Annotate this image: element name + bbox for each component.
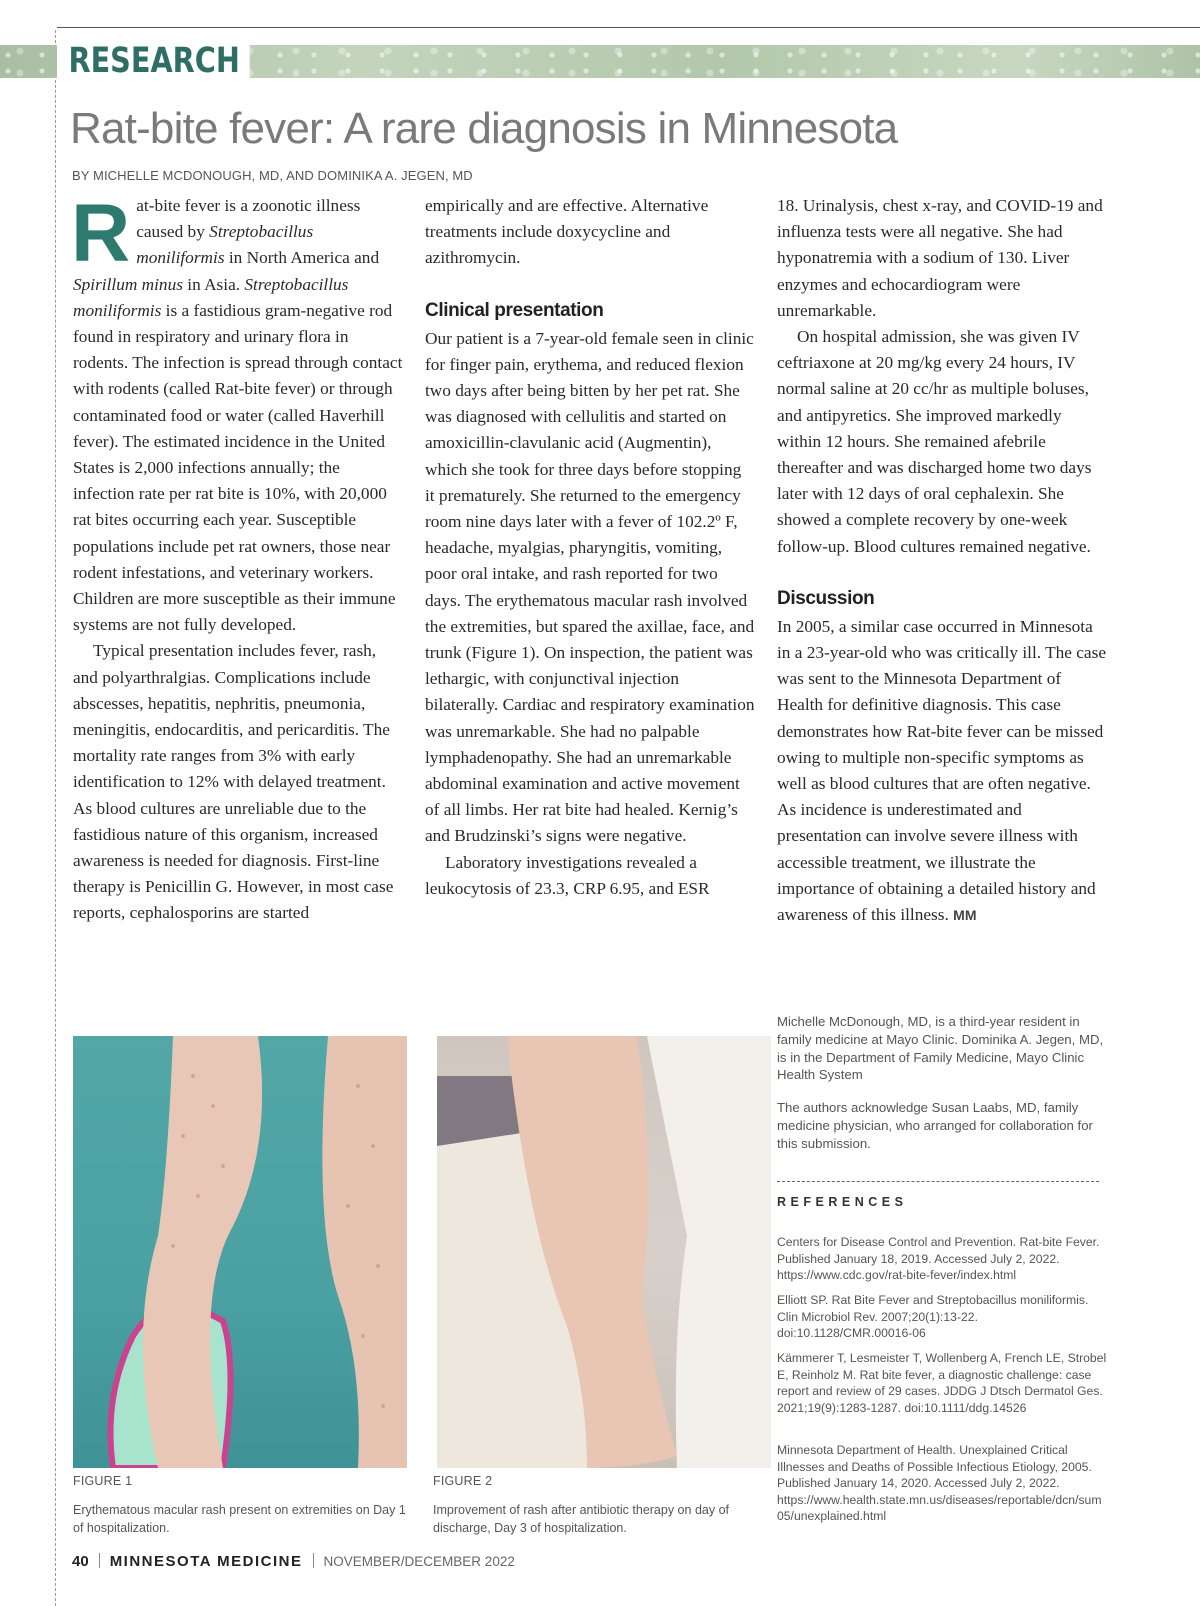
reference-item: Centers for Disease Control and Prevention. Rat-bite Fever. Published January 18, 2019. Accessed July 2, 2022. https://www.cdc.gov/rat-bite-fever/index.html [777, 1235, 1100, 1283]
figure-2-illustration [437, 1036, 771, 1468]
drop-cap: R [71, 188, 131, 279]
footer-divider [99, 1553, 100, 1568]
paragraph-intro [71, 188, 403, 638]
reference-item: Kämmerer T, Lesmeister T, Wollenberg A, French LE, Strobel E, Reinholz M. Rat bite fever, a diagnostic challenge: case report and review of 29 cases. JDDG J Dtsch Dermatol Ges. 2021;19(9):1283-1287. doi:10.1111/ddg.14526 [777, 1351, 1107, 1415]
figure-2-label: FIGURE 2 [433, 1474, 493, 1488]
figure-2-caption: Improvement of rash after antibiotic therapy on day of discharge, Day 3 of hospitalization. [433, 1503, 729, 1535]
paragraph-clinical: Our patient is a 7-year-old female seen in clinic for finger pain, erythema, and reduced flexion two days after being bitten by her pet rat. She was diagnosed with cellulitis and started on amoxicillin-clavulanic acid (Augmentin), which she took for three days before stopping it prematurely. She returned to the emergency room nine days later with a fever of 102.2º F, headache, myalgias, pharyngitis, vomiting, poor oral intake, and rash reported for two days. The erythematous macular rash involved the extremities, but spared the axillae, face, and trunk (Figure 1). On inspection, the patient was lethargic, with conjunctival injection bilaterally. Cardiac and respiratory examination was unremarkable. She had no palpable lymphadenopathy. She had an unremarkable abdominal examination and active movement of all limbs. Her rat bite had healed. Kernig’s and Brudzinski’s signs were negative. [425, 328, 755, 846]
figure-1-caption: Erythematous macular rash present on extremities on Day 1 of hospitalization. [73, 1503, 406, 1535]
acknowledgment-note: The authors acknowledge Susan Laabs, MD, family medicine physician, who arranged for collaboration for this submission. [777, 1100, 1093, 1151]
reference-item: Minnesota Department of Health. Unexplained Critical Illnesses and Deaths of Possible Infectious Etiology, 2005. Published January 14, 2020. Accessed July 2, 2022. https://www.health.state.mn.us/diseases/reportable/dcn/sum05/unexplained.html [777, 1443, 1102, 1524]
article-title: Rat-bite fever: A rare diagnosis in Minnesota [70, 104, 898, 153]
text-run: is a fastidious gram-negative rod found in respiratory and urinary flora in rodents. The infection is spread through contact with rodents (called Rat-bite fever) or through contaminated food or water (called Haverhill fever). The estimated incidence in the United States is 2,000 infections annually; the infection rate per rat bite is 10%, with 20,000 rat bites occurring each year. Susceptible populations include pet rat owners, those near rodent infestations, and veterinary workers. Children are more susceptible as their immune systems are not fully developed. [73, 300, 403, 635]
article-column-3 [777, 193, 1107, 928]
paragraph-discussion [777, 614, 1107, 928]
section-label: RESEARCH [57, 45, 250, 78]
article-column-2 [425, 193, 755, 902]
paragraph-continued: empirically and are effective. Alternative treatments include doxycycline and azithromycin. [425, 196, 709, 268]
text-run: In 2005, a similar case occurred in Minnesota in a 23-year-old who was critically ill. The case was sent to the Minnesota Department of Health for definitive diagnosis. This case demonstrates how Rat-bite fever can be missed owing to multiple non-specific symptoms as well as blood cultures that are often negative. As incidence is underestimated and presentation can involve severe illness with accessible treatment, we illustrate the importance of obtaining a detailed history and awareness of this illness. [777, 616, 1107, 925]
magazine-name: MINNESOTA MEDICINE [109, 1553, 303, 1570]
byline: BY MICHELLE MCDONOUGH, MD, AND DOMINIKA A. JEGEN, MD [72, 168, 473, 183]
limb-shape [143, 1036, 262, 1468]
end-mark: MM [953, 907, 977, 924]
text-run: in Asia. [182, 274, 245, 294]
references-divider [777, 1181, 1099, 1182]
page-number: 40 [72, 1553, 89, 1570]
footer-divider [313, 1553, 314, 1568]
species-name: Streptobacillus moniliformis [136, 222, 314, 268]
paragraph-presentation: Typical presentation includes fever, rash, and polyarthralgias. Complications include abscesses, hepatitis, nephritis, pneumonia, meningitis, endocarditis, and pericarditis. The mortality rate ranges from 3% with early identification to 12% with delayed treatment. As blood cultures are unreliable due to the fastidious nature of this organism, increased awareness is needed for diagnosis. First-line therapy is Penicillin G. However, in most case reports, cephalosporins are started [73, 641, 394, 923]
reference-item: Elliott SP. Rat Bite Fever and Streptobacillus moniliformis. Clin Microbiol Rev. 2007;20(1):13-22. doi:10.1128/CMR.00016-06 [777, 1293, 1089, 1341]
section-banner [0, 45, 1200, 78]
figure-1-photo [73, 1036, 407, 1468]
text-run: in North America and [224, 248, 380, 268]
species-name: Spirillum minus [73, 274, 183, 294]
sheet-shape [647, 1036, 771, 1468]
limb-shape [322, 1036, 407, 1468]
figure-2-photo [437, 1036, 771, 1468]
article-column-1 [71, 188, 403, 927]
author-note: Michelle McDonough, MD, is a third-year resident in family medicine at Mayo Clinic. Dominika A. Jegen, MD, is in the Department of Family Medicine, Mayo Clinic Health System [777, 1014, 1104, 1083]
references-heading: REFERENCES [777, 1195, 908, 1209]
figure-1-label: FIGURE 1 [73, 1474, 133, 1488]
paragraph-admission: On hospital admission, she was given IV ceftriaxone at 20 mg/kg every 24 hours, IV normal saline at 20 cc/hr as multiple boluses, and antipyretics. She improved markedly within 12 hours. She remained afebrile thereafter and was discharged home two days later with 12 days of oral cephalexin. She showed a complete recovery by one-week follow-up. Blood cultures remained negative. [777, 327, 1092, 556]
figure-1-illustration [73, 1036, 407, 1468]
species-name: Streptobacillus moniliformis [73, 274, 349, 320]
heading-discussion: Discussion [777, 587, 875, 609]
heading-clinical-presentation: Clinical presentation [425, 299, 604, 321]
issue-date: NOVEMBER/DECEMBER 2022 [323, 1554, 515, 1569]
top-rule [57, 27, 1200, 28]
paragraph-laboratory: Laboratory investigations revealed a leukocytosis of 23.3, CRP 6.95, and ESR [425, 852, 710, 898]
paragraph-laboratory-continued: 18. Urinalysis, chest x-ray, and COVID-19 and influenza tests were all negative. She had hyponatremia with a sodium of 130. Liver enzymes and echocardiogram were unremarkable. [777, 196, 1103, 320]
text-run: at-bite fever is a zoonotic illness caused by [136, 196, 361, 242]
left-margin-rule [55, 30, 56, 1606]
page-footer [72, 1553, 515, 1571]
